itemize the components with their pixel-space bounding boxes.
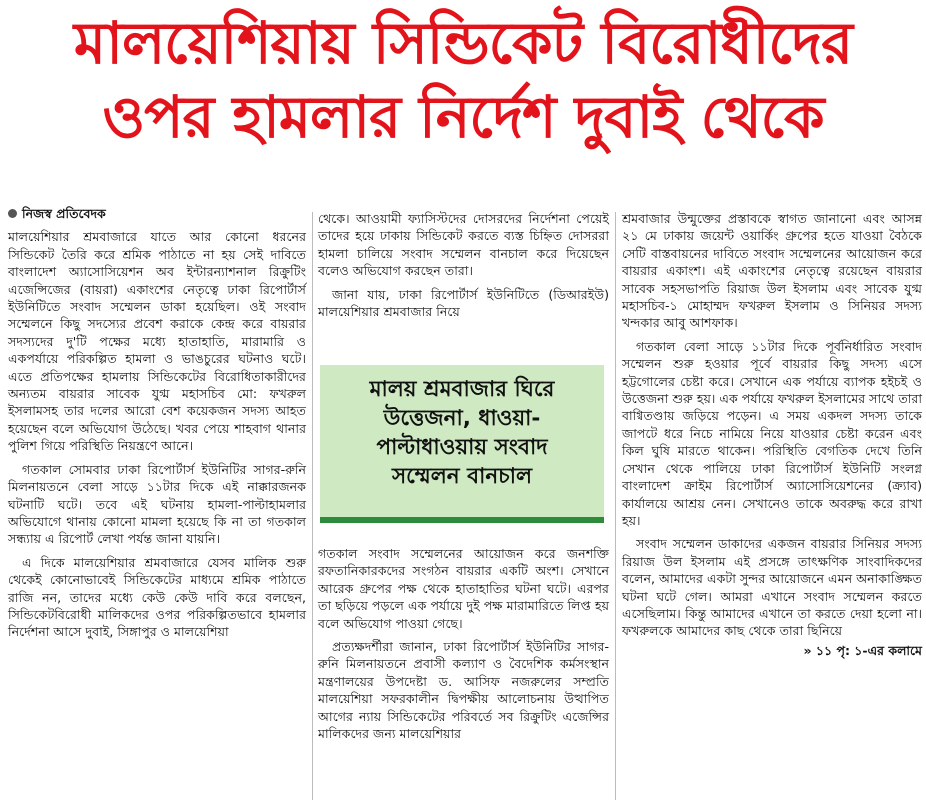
article-column-2-bottom: [318, 545, 609, 742]
paragraph: গতকাল সোমবার ঢাকা রিপোর্টার্স ইউনিটির সাগর-রুনি মিলনায়তনে বেলা সাড়ে ১১টার দিকে এই নাক্কারজনক ঘটনাটি ঘটে। তবে এই ঘটনায় হামলা-পাল্টাহামলার অভিযোগে থানায় কোনো মামলা হয়েছে কি না তা গতকাল সন্ধ্যায় এ রিপোর্ট লেখা পর্যন্ত জানা যায়নি।: [8, 461, 306, 547]
paragraph: গতকাল বেলা সাড়ে ১১টার দিকে পূর্বনির্ধারিত সংবাদ সম্মেলন শুরু হওয়ার পূর্বে বায়রার কিছু সদস্য এসে হট্টগোলের চেষ্টা করে। সেখানে এক পর্যায়ে ব্যাপক হইচই ও উত্তেজনা শুরু হয়। এক পর্যায়ে ফখরুল ইসলামের সাথে তারা বাগ্বিতণ্ডায় জড়িয়ে পড়েন। এ সময় একদল সদস্য তাকে জাপটে ধরে নিচে নামিয়ে নিয়ে যাওয়ার চেষ্টা করেন এবং কিল ঘুষি মারতে থাকেন। পরিস্থিতি বেগতিক দেখে তিনি সেখান থেকে পালিয়ে ঢাকা রিপোর্টার্স ইউনিটি সংলগ্ন বাংলাদেশ ক্রাইম রিপোর্টার্স অ্যাসোসিয়েশনের (ক্র্যাব) কার্যালয়ে আশ্রয় নেন। সেখানেও তাকে অবরুদ্ধ করে রাখা হয়।: [622, 338, 922, 528]
pull-quote-line: সম্মেলন বানচাল: [391, 464, 533, 489]
paragraph: গতকাল সংবাদ সম্মেলনের আয়োজন করে জনশক্তি রফতানিকারকদের সংগঠন বায়রার একটি অংশ। সেখানে আরেক গ্রুপের পক্ষ থেকে হাতাহাতির ঘটনা ঘটে। এরপর তা ছড়িয়ে পড়লে এক পর্যায়ে দুই পক্ষ মারামারিতে লিপ্ত হয় বলে অভিযোগ পাওয়া গেছে।: [318, 546, 609, 631]
bullet-icon: [8, 209, 17, 218]
headline-line-1: মালয়েশিয়ায় সিন্ডিকেট বিরোধীদের: [73, 9, 853, 77]
paragraph: এ দিকে মালয়েশিয়ার শ্রমবাজারে যেসব মালিক শুরু থেকেই কোনোভাবেই সিন্ডিকেটের মাধ্যমে শ্রমিক পাঠাতে রাজি নন, তাদের মধ্যে কেউ কেউ দাবি করে বলছেন, সিন্ডিকেটবিরোধী মালিকদের ওপর পরিকল্পিতভাবে হামলার নির্দেশনা আসে দুবাই, সিঙ্গাপুর ও মালয়েশিয়া: [8, 554, 306, 640]
pull-quote: [320, 365, 604, 523]
article-column-3: [622, 210, 922, 659]
paragraph: প্রত্যক্ষদর্শীরা জানান, ঢাকা রিপোর্টার্স ইউনিটির সাগর-রুনি মিলনায়তনে প্রবাসী কল্যাণ ও বৈদেশিক কর্মসংস্থান মন্ত্রণালয়ের উপদেষ্টা ড. আসিফ নজরুলের সম্প্রতি মালয়েশিয়া সফরকালীন দ্বিপক্ষীয় আলোচনায় উত্থাপিত আগের ন্যায় সিন্ডিকেটের পরিবর্তে সব রিক্রুটিং এজেন্সির মালিকদের জন্য মালয়েশিয়ার: [318, 639, 609, 742]
headline-line-2: ওপর হামলার নির্দেশ দুবাই থেকে: [102, 83, 824, 151]
paragraph: শ্রমবাজার উন্মুক্তের প্রস্তাবকে স্বাগত জানানো এবং আসন্ন ২১ মে ঢাকায় জয়েন্ট ওয়ার্কিং গ্রুপের হতে যাওয়া বৈঠকে সেটি বাস্তবায়নের দাবিতে সংবাদ সম্মেলনের আয়োজন করে বায়রার একাংশ। এই একাংশের নেতৃত্বে রয়েছেন বায়রার সাবেক সহসভাপতি রিয়াজ উল ইসলাম এবং সাবেক যুগ্ম মহাসচিব-১ মোহাম্মদ ফখরুল ইসলাম ও সিনিয়র সদস্য খন্দকার আবু আশফাক।: [622, 211, 922, 331]
headline: [0, 6, 926, 154]
column-divider: [615, 212, 616, 800]
paragraph: থেকে। আওয়ামী ফ্যাসিস্টদের দোসরদের নির্দেশনা পেয়েই তাদের হয়ে ঢাকায় সিন্ডিকেট করতে ব্যস্ত চিহ্নিত দোসররা হামলা চালিয়ে সংবাদ সম্মেলন বানচাল করে দিয়েছেন বলেও অভিযোগ করছেন তারা।: [318, 211, 609, 279]
pull-quote-line: মালয় শ্রমবাজার ঘিরে: [369, 377, 555, 402]
pull-quote-line: পাল্টাধাওয়ায় সংবাদ: [376, 435, 548, 460]
article-column-2-top: [318, 210, 609, 320]
paragraph: জানা যায়, ঢাকা রিপোর্টার্স ইউনিটিতে (ডিআরইউ) মালয়েশিয়ার শ্রমবাজার নিয়ে: [318, 286, 609, 320]
article-column-1: [8, 205, 306, 641]
paragraph: মালয়েশিয়ার শ্রমবাজারে যাতে আর কোনো ধরনের সিন্ডিকেট তৈরি করে শ্রমিক পাঠাতে না হয় সেই দাবিতে বাংলাদেশ অ্যাসোসিয়েশন অব ইন্টারন্যাশনাল রিক্রুটিং এজেন্সিজের (বায়রা) একাংশের নেতৃত্বে ঢাকা রিপোর্টার্স ইউনিটিতে সংবাদ সম্মেলন ডাকা হয়েছিল। ওই সংবাদ সম্মেলনে কিছু সদস্যের প্রবেশ করাকে কেন্দ্র করে বায়রার সদস্যদের দু'টি পক্ষের মধ্যে হাতাহাতি, মারামারি ও একপর্যায়ে পরিকল্পিত হামলা ও ভাঙচুরের ঘটনাও ঘটে। এতে প্রতিপক্ষের হামলায় সিন্ডিকেটের বিরোধিতাকারীদের অন্যতম বায়রার সাবেক যুগ্ম মহাসচিব মো: ফখরুল ইসলামসহ তার দলের আরো বেশ কয়েকজন সদস্য আহত হয়েছেন বলে অভিযোগ উঠেছে। খবর পেয়ে শাহবাগ থানার পুলিশ গিয়ে পরিস্থিতি নিয়ন্ত্রণে আনে।: [8, 229, 306, 454]
continued-on-page: » ১১ পৃ: ১-এর কলামে: [803, 642, 922, 658]
column-divider: [312, 212, 313, 800]
paragraph: সংবাদ সম্মেলন ডাকাদের একজন বায়রার সিনিয়র সদস্য রিয়াজ উল ইসলাম এই প্রসঙ্গে তাৎক্ষণিক সাংবাদিকদের বলেন, আমাদের একটা সুন্দর আয়োজনে এমন অনাকাঙ্ক্ষিত ঘটনা ঘটে গেল। আমরা এখানে সংবাদ সম্মেলন করতে এসেছিলাম। কিন্তু আমাদের এখানে তা করতে দেয়া হলো না। ফখরুলকে আমাদের কাছ থেকে তারা ছিনিয়ে: [622, 536, 922, 639]
byline-text: নিজস্ব প্রতিবেদক: [22, 206, 106, 221]
byline: [8, 205, 306, 222]
pull-quote-line: উত্তেজনা, ধাওয়া-: [383, 406, 541, 431]
